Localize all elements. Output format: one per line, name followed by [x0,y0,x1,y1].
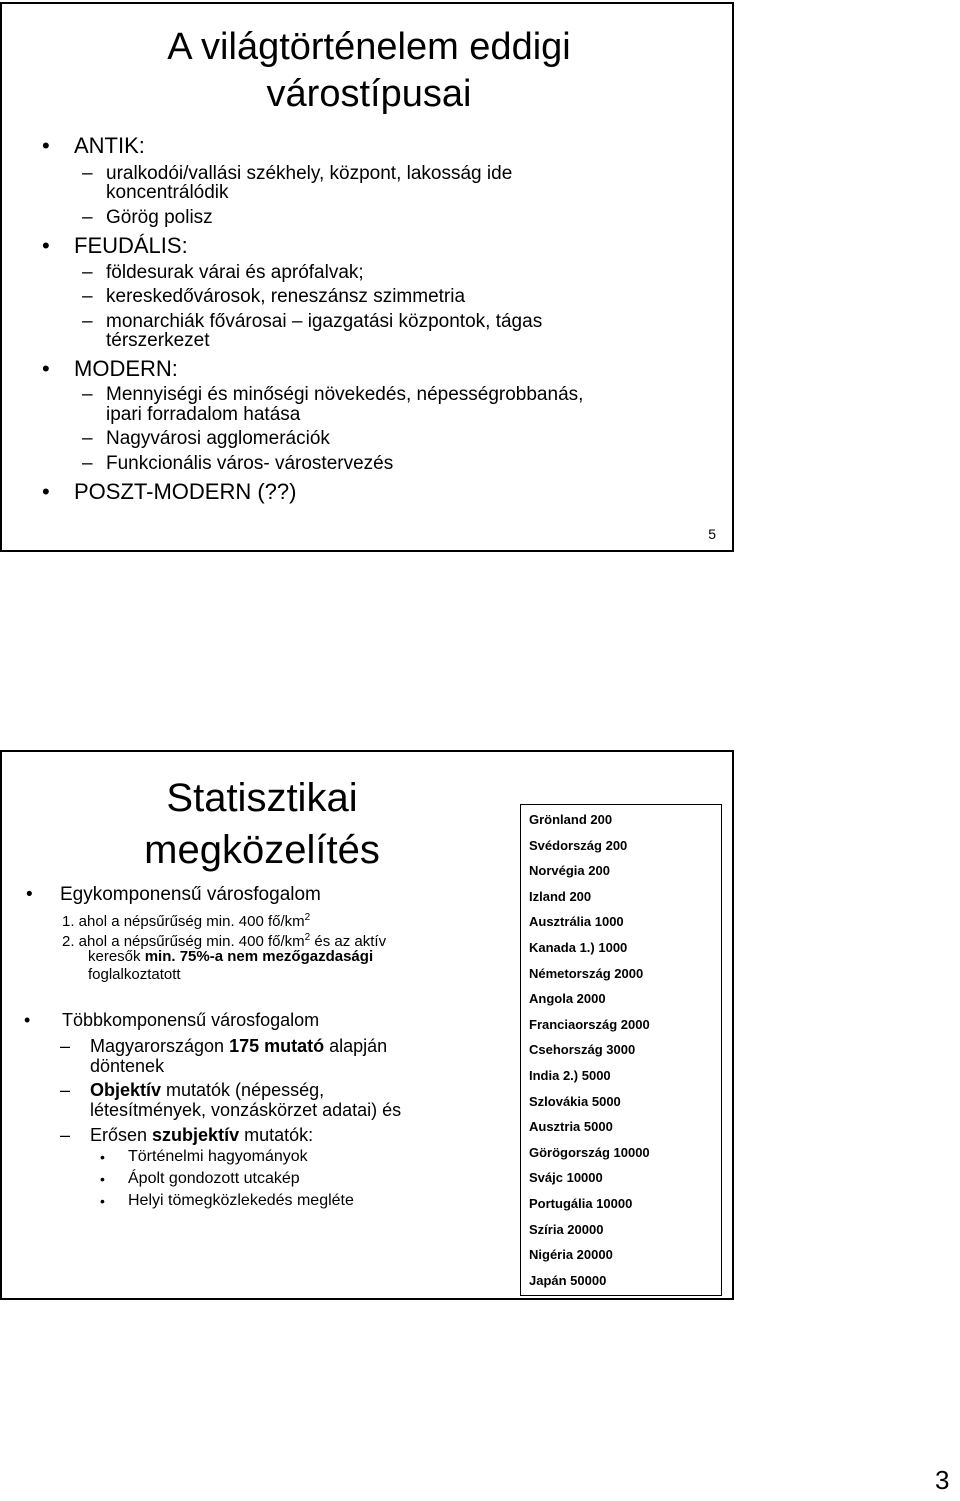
item-1: 1. ahol a népsűrűség min. 400 $fő/km^2$ [62,912,311,930]
country-item: Angola 2000 [529,991,606,1007]
sub-bullet: Ápolt gondozott utcakép [128,1170,300,1187]
egykomponensu-heading: Egykomponensű városfogalom [60,884,321,905]
sub-bullet: Történelmi hagyományok [128,1148,308,1165]
title-line-2: megközelítés [144,828,380,872]
magyarorszag-item: Magyarországon 175 mutató alapján [90,1036,388,1056]
magyarorszag-item-cont: döntenek [90,1056,165,1076]
page-number: 3 [935,1465,950,1495]
country-item: Norvégia 200 [529,863,610,879]
title-line-2: várostípusai [266,73,472,115]
country-item: Svájc 10000 [529,1170,603,1186]
slide-title [22,772,502,876]
sub-bullet: Helyi tömegközlekedés megléte [128,1192,354,1209]
title-line-1: A világtörténelem eddigi [167,26,571,68]
objektiv-item: Objektív mutatók (népesség, [90,1080,325,1100]
slide-number: 5 [708,526,716,542]
slide-varostipusok: A világtörténelem eddigi várostípusai • ANTIK: – uralkodói/vallási székhely, központ, lakosság ide koncentrálódik – Görög polisz • FEUDÁLIS: – földesurak várai és aprófalvak; – kereskedővárosok, reneszánsz szimmetria – monarchiák fővárosai – igazgatási központok, tágas térszerkezet • MODERN: – Mennyiségi és minőségi növekedés, népességrobbanás, ipari forradalom hatása – Nagyvárosi agglomerációk – Funkcionális város- várostervezés • POSZT-MODERN (??) 5 [0,2,734,552]
country-item: India 2.) 5000 [529,1068,611,1083]
item-2-cont: foglalkoztatott [88,966,181,983]
country-item: Szlovákia 5000 [529,1093,621,1109]
country-item: Svédország 200 [529,837,628,853]
item-2-cont: keresők min. 75%-a nem mezőgazdasági [88,948,374,965]
slide-statisztikai-megkozelites: Statisztikai megközelítés • Egykomponensű városfogalom 1. ahol a népsűrűség min. 400 $fő/km^2$ 2. ahol a népsűrűség min. 400 $fő/km^2$ és az aktív keresők min. 75%-a nem mezőgazdasági foglalkoztatott • Többkomponensű városfogalom – Magyarországon 175 mutató alapján döntenek – Objektív mutatók (népesség, létesítmények, vonzáskörzet adatai) és – Erősen szubjektív mutatók: • Történelmi hagyományok • Ápolt gondozott utcakép • Helyi tömegközlekedés megléte Grönland 200 Svédország 200 Norvégia 200 Izland 200 Ausztrália 1000 Kanada 1.) 1000 Németország 2000 Angola 2000 Franciaország 2000 Csehország 3000 India 2.) 5000 Szlovákia 5000 Ausztria 5000 Görögország 10000 Svájc 10000 Portugália 10000 Szíria 20000 Nigéria 20000 Japán 50000 [0,750,734,1300]
country-item: Japán 50000 [529,1272,607,1288]
country-item: Görögország 10000 [529,1144,650,1160]
country-item: Franciaország 2000 [529,1016,650,1032]
country-density-list [520,804,722,1296]
country-item: Grönland 200 [529,812,613,827]
country-item: Kanada 1.) 1000 [529,940,628,955]
tobbkomponensu-heading: Többkomponensű városfogalom [62,1010,320,1030]
country-item: Portugália 10000 [529,1196,633,1211]
country-item: Nigéria 20000 [529,1247,613,1263]
country-item: Szíria 20000 [529,1221,604,1237]
szubjektiv-item: Erősen szubjektív mutatók: [90,1125,314,1145]
country-item: Németország 2000 [529,965,644,981]
bullet-egykomponensu: • [26,884,33,905]
bullet-tobbkomponensu: • [24,1010,31,1030]
slide-title [2,24,736,118]
country-item: Ausztrália 1000 [529,914,624,930]
country-item: Ausztria 5000 [529,1119,613,1135]
objektiv-item-cont: létesítmények, vonzáskörzet adatai) és [90,1100,402,1120]
item-2: 2. ahol a népsűrűség min. 400 $fő/km^2$ és az aktív [62,932,387,950]
country-item: Izland 200 [529,888,592,904]
country-item: Csehország 3000 [529,1042,636,1058]
title-line-1: Statisztikai [166,776,358,820]
